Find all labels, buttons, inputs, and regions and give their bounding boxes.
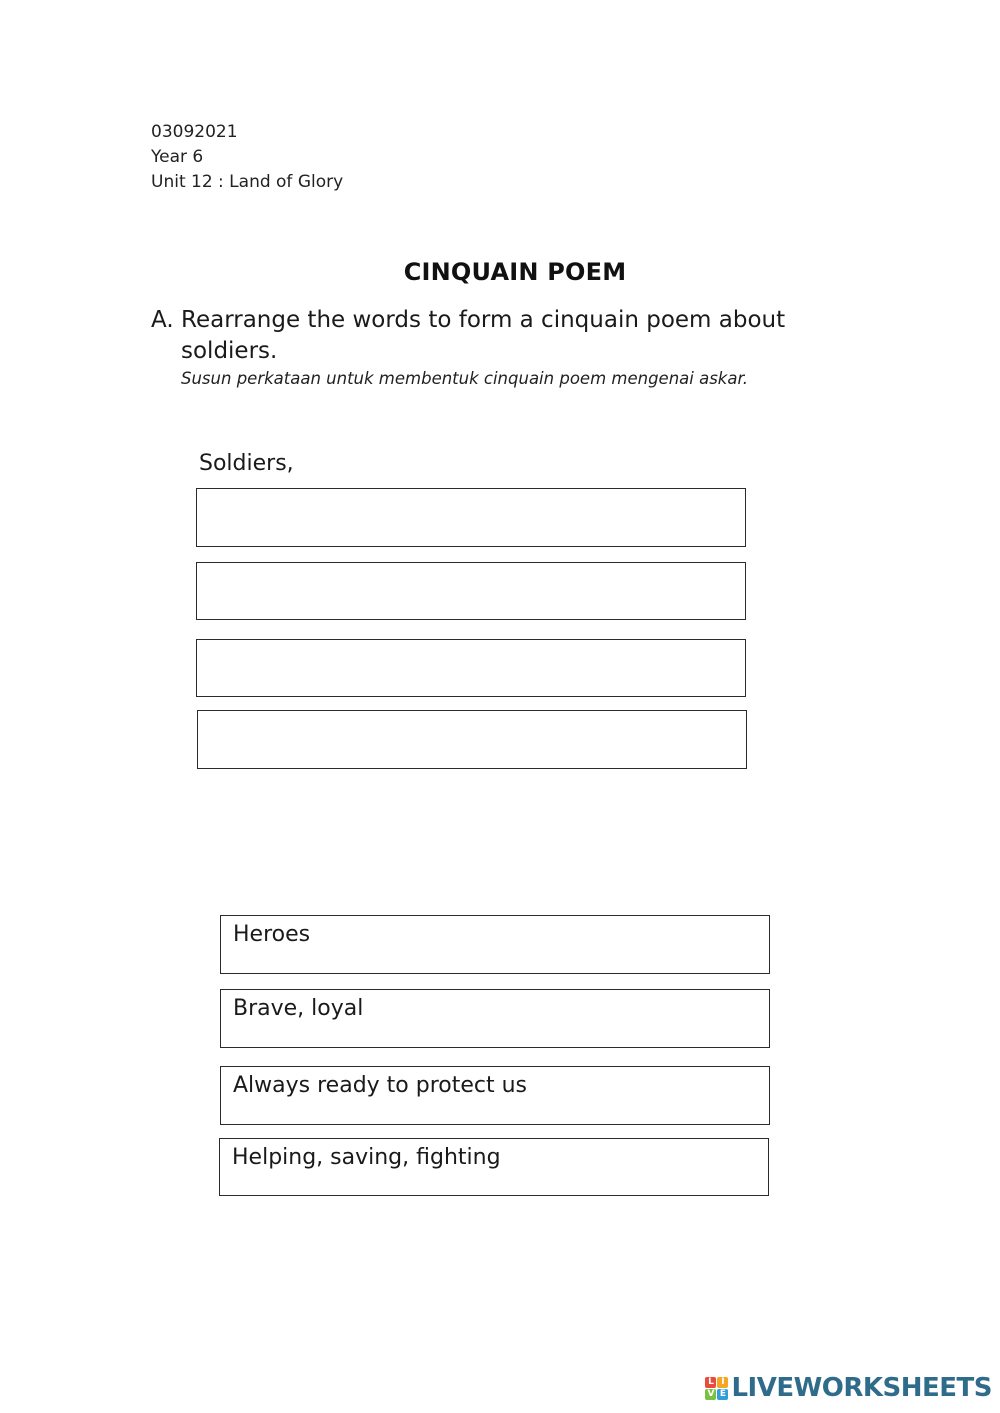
instruction-translation: Susun perkataan untuk membentuk cinquain poem mengenai askar. — [181, 369, 748, 388]
page-title: CINQUAIN POEM — [403, 258, 627, 286]
word-card[interactable]: Brave, loyal — [220, 989, 770, 1048]
word-card[interactable]: Helping, saving, fighting — [219, 1138, 769, 1196]
word-card[interactable]: Always ready to protect us — [220, 1066, 770, 1125]
header-date: 03092021 — [151, 122, 238, 142]
liveworksheets-logo — [705, 1373, 992, 1403]
word-card[interactable]: Heroes — [220, 915, 770, 974]
header-year: Year 6 — [151, 147, 204, 167]
header-unit: Unit 12 : Land of Glory — [151, 172, 344, 192]
instruction-text: Rearrange the words to form a cinquain poem about soldiers. — [181, 307, 786, 364]
worksheet-header — [151, 120, 343, 195]
logo-mark-icon: L I V E — [705, 1377, 728, 1400]
instruction — [151, 305, 831, 367]
answer-drop-box-1[interactable] — [196, 488, 746, 547]
poem-first-line: Soldiers, — [199, 451, 294, 476]
logo-text: LIVEWORKSHEETS — [731, 1373, 992, 1403]
instruction-letter: A. — [151, 307, 174, 333]
answer-drop-box-4[interactable] — [197, 710, 747, 769]
answer-drop-box-2[interactable] — [196, 562, 746, 620]
answer-drop-box-3[interactable] — [196, 639, 746, 697]
